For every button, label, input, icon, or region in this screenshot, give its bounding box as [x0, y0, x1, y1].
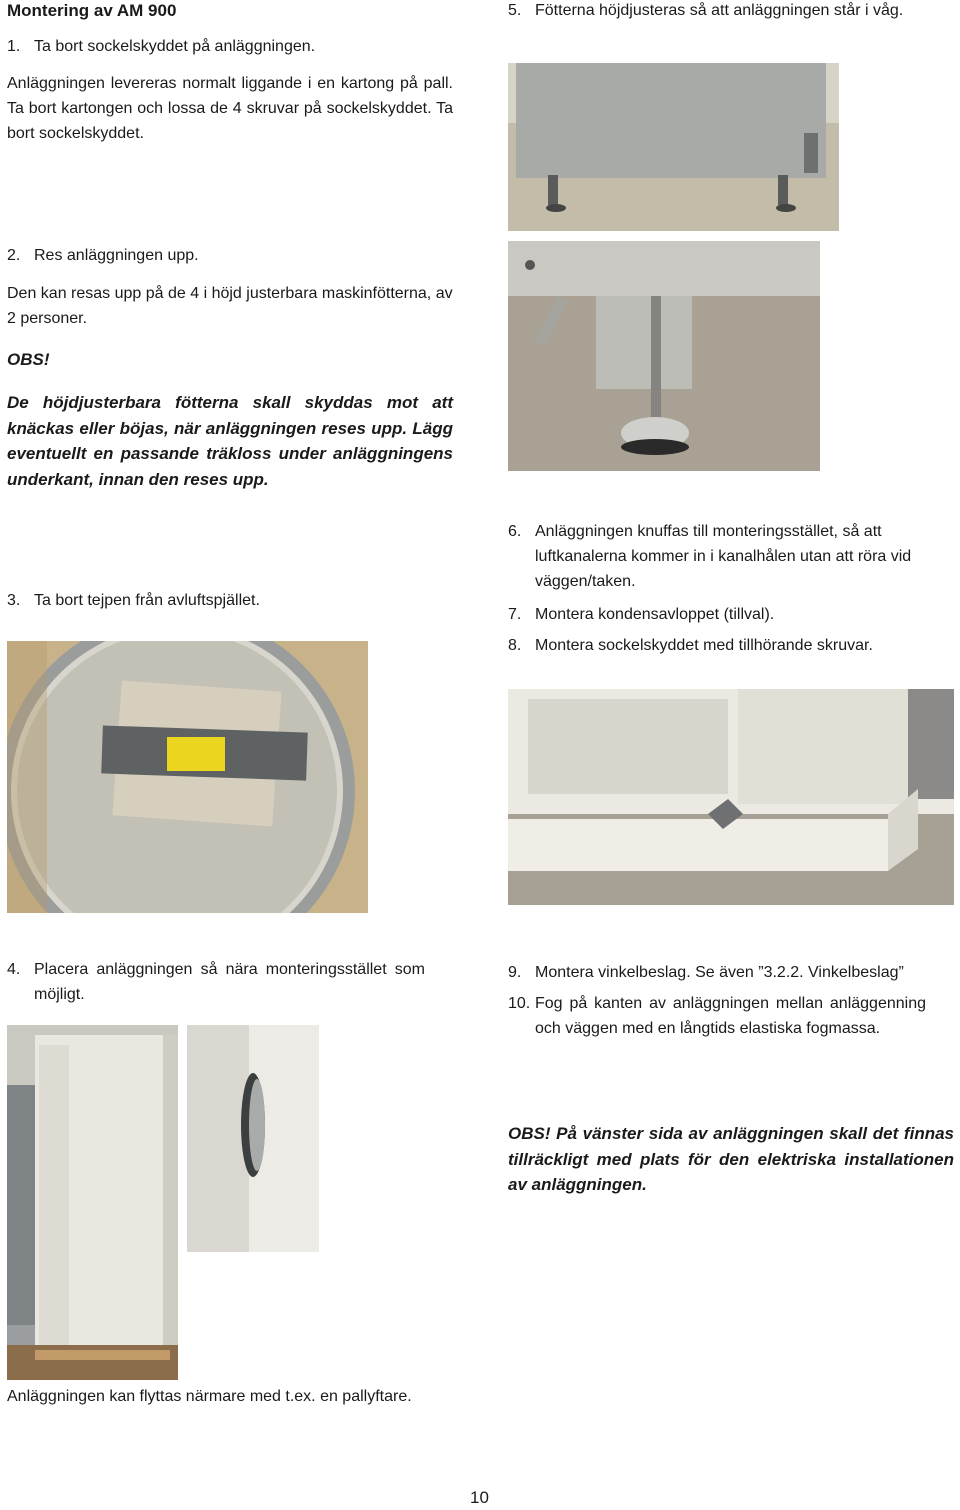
page-heading: Montering av AM 900	[7, 1, 177, 20]
step-3	[7, 588, 457, 613]
step-4	[7, 957, 425, 1007]
step-number: 5.	[508, 2, 522, 19]
photo-damper-tape	[7, 641, 368, 913]
step-text: Ta bort tejpen från avluftspjället.	[34, 592, 260, 609]
step-number: 1.	[7, 38, 21, 55]
obs-electrical-space: OBS! På vänster sida av anläggningen skall det finnas tillräckligt med plats för den elektriska installationen av anläggningen.	[508, 1124, 954, 1194]
step-number: 9.	[508, 964, 522, 981]
step-number: 2.	[7, 247, 21, 264]
step-number: 8.	[508, 637, 522, 654]
step-number: 6.	[508, 523, 522, 540]
step-text: Placera anläggningen så nära monteringsstället som möjligt.	[34, 961, 425, 1003]
photo-foot-closeup	[508, 241, 820, 471]
step-2-description: Den kan resas upp på de 4 i höjd justerbara maskinfötterna, av 2 personer.	[7, 285, 453, 327]
step-4-caption: Anläggningen kan flyttas närmare med t.ex. en pallyftare.	[7, 1388, 412, 1405]
obs-title: OBS!	[7, 350, 50, 369]
obs-warning-text: De höjdjusterbara fötterna skall skyddas mot att knäckas eller böjas, när anläggningen reses upp. Lägg eventuellt en passande träkloss under anläggningens underkant, innan den reses upp.	[7, 393, 453, 489]
step-5	[508, 0, 926, 23]
step-text: Ta bort sockelskyddet på anläggningen.	[34, 38, 316, 55]
step-text: Fog på kanten av anläggningen mellan anläggenning och väggen med en långtids elastiska fogmassa.	[535, 995, 926, 1037]
step-number: 7.	[508, 606, 522, 623]
step-1	[7, 34, 457, 59]
step-text: Montera kondensavloppet (tillval).	[535, 606, 775, 623]
step-10	[508, 991, 926, 1041]
step-1-description: Anläggningen levereras normalt liggande i en kartong på pall. Ta bort kartongen och lossa de 4 skruvar på sockelskyddet. Ta bort sockelskyddet.	[7, 75, 453, 142]
page-number: 10	[470, 1488, 489, 1507]
step-2	[7, 243, 457, 268]
step-number: 10.	[508, 995, 531, 1012]
step-text: Anläggningen knuffas till monteringsstället, så att luftkanalerna kommer in i kanalhålen utan att röra vid väggen/taken.	[535, 523, 912, 590]
step-text: Montera sockelskyddet med tillhörande skruvar.	[535, 637, 873, 654]
step-text: Res anläggningen upp.	[34, 247, 199, 264]
step-number: 3.	[7, 592, 21, 609]
step-7	[508, 602, 938, 627]
photo-unit-side-duct	[187, 1025, 319, 1252]
photo-unit-standing	[7, 1025, 178, 1380]
step-8	[508, 633, 938, 658]
photo-plinth-mounted	[508, 689, 954, 905]
step-9	[508, 960, 938, 985]
step-text: Montera vinkelbeslag. Se även ”3.2.2. Vinkelbeslag”	[535, 964, 904, 981]
step-text: Fötterna höjdjusteras så att anläggningen står i våg.	[535, 2, 904, 19]
step-number: 4.	[7, 961, 21, 978]
photo-feet-leveled	[508, 63, 839, 231]
step-6	[508, 519, 938, 594]
